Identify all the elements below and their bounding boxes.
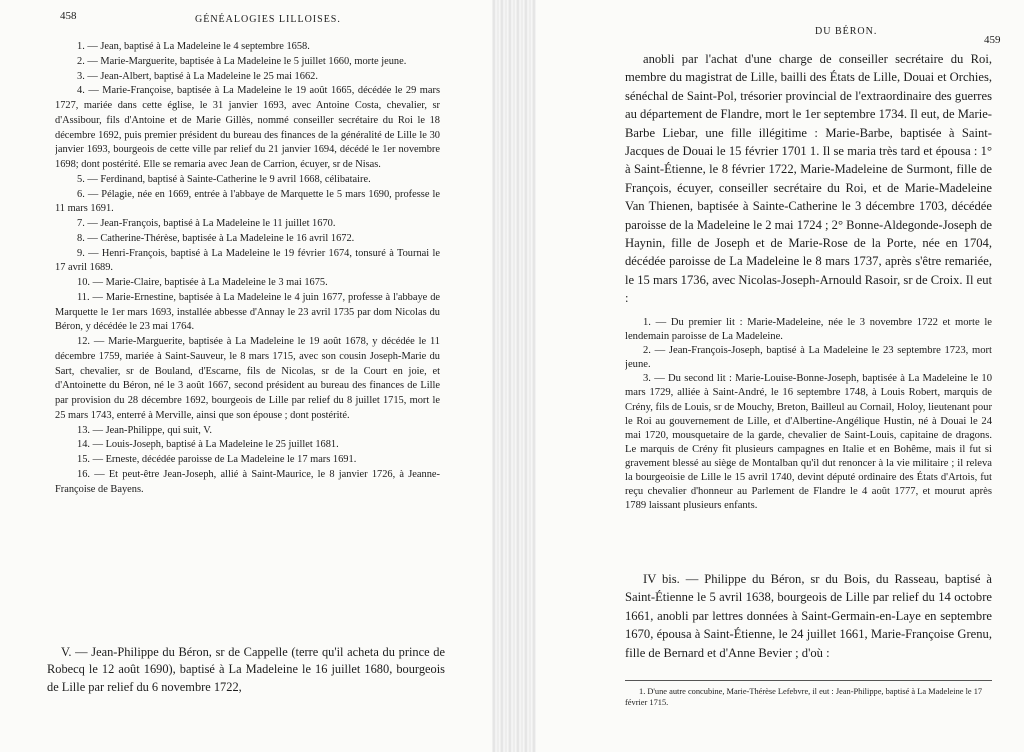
entry-10: 10. — Marie-Claire, baptisée à La Madeleine le 3 mai 1675. [77, 277, 328, 288]
child-2: 2. — Jean-François-Joseph, baptisé à La Madeleine le 23 septembre 1723, mort jeune. [625, 345, 992, 371]
entry-12: 12. — Marie-Marguerite, baptisée à La Madeleine le 19 août 1678, y décédée le 11 décembre 1759, mariée à Saint-Sauveur, le 8 mars 1715, avec son cousin Joseph-Marie du Sart, chevalier, sr de Bouland, d'Escarne, fils de Nicolas, sr de la Court en joie, et d'Antoinette du Béron, né le 3 août 1667, second président au bureau des finances de Lille par provision du 28 décembre 1692, bourgeois de Lille par relief du 8 juillet 1715, mort le 25 mars 1743, enterré à Merville, ainsi que son épouse ; dont postérité. [55, 336, 440, 421]
footnote [625, 686, 992, 714]
section-iv-bis-paragraph: IV bis. — Philippe du Béron, sr du Bois, du Rasseau, baptisé à Saint-Étienne le 5 avril 1638, bourgeois de Lille par relief du 14 octobre 1661, anobli par lettres données à Saint-Germain-en-Laye en septembre 1670, épousa à Saint-Étienne, le 24 juillet 1661, Marie-Françoise Grenu, fille de Bernard et d'Anne Bevier ; d'où : [625, 572, 992, 660]
section-v-paragraph: V. — Jean-Philippe du Béron, sr de Cappelle (terre qu'il acheta du prince de Robecq le 12 août 1690), baptisé à La Madeleine le 16 juillet 1680, bourgeois de Lille par relief du 6 novembre 1722, [47, 645, 445, 694]
entry-13: 13. — Jean-Philippe, qui suit, V. [77, 424, 212, 436]
entry-3: 3. — Jean-Albert, baptisé à La Madeleine le 25 mai 1662. [77, 70, 318, 82]
right-running-head: DU BÉRON. [815, 26, 878, 37]
child-1: 1. — Du premier lit : Marie-Madeleine, née le 3 novembre 1722 et morte le lendemain paroisse de La Madeleine. [625, 317, 992, 343]
left-running-head: GÉNÉALOGIES LILLOISES. [195, 14, 341, 25]
entry-16: 16. — Et peut-être Jean-Joseph, allié à Saint-Maurice, le 8 janvier 1726, à Jeanne-Françoise de Bayens. [55, 468, 440, 495]
entry-6: 6. — Pélagie, née en 1669, entrée à l'abbaye de Marquette le 5 mars 1690, professe le 11 mars 1691. [55, 188, 440, 215]
entry-9: 9. — Henri-François, baptisé à La Madeleine le 19 février 1674, tonsuré à Tournai le 17 avril 1689. [55, 247, 440, 274]
entry-5: 5. — Ferdinand, baptisé à Sainte-Catherine le 9 avril 1668, célibataire. [77, 173, 371, 185]
right-closing [625, 570, 992, 668]
entry-7: 7. — Jean-François, baptisé à La Madeleine le 11 juillet 1670. [77, 218, 336, 229]
footnote-text: 1. D'une autre concubine, Marie-Thérèse Lefebvre, il eut : Jean-Philippe, baptisé à La Madeleine le 17 février 1715. [625, 687, 983, 707]
left-page-number: 458 [60, 10, 77, 22]
left-entries [55, 40, 440, 638]
right-page-number: 459 [984, 34, 1001, 46]
entry-15: 15. — Erneste, décédée paroisse de La Madeleine le 17 mars 1691. [77, 454, 357, 465]
entry-11: 11. — Marie-Ernestine, baptisée à La Madeleine le 4 juin 1677, professe à l'abbaye de Marquette le 1er mars 1693, installée abbesse d'Annay le 23 avril 1735 par dom Nicolas du Béron, y décédée le 23 mai 1764. [55, 291, 440, 333]
left-closing-paragraph [47, 644, 445, 748]
entry-14: 14. — Louis-Joseph, baptisé à La Madeleine le 25 juillet 1681. [77, 439, 339, 451]
footnote-rule [625, 680, 992, 681]
child-3: 3. — Du second lit : Marie-Louise-Bonne-Joseph, baptisée à La Madeleine le 10 mars 1729, alliée à Saint-André, le 16 septembre 1748, à Louis Robert, marquis de Crény, fils de Louis, sr de Mouchy, Breton, Bailleul au Cornail, Holoy, lieutenant pour le Roi au gouvernement de Lille, et d'Albertine-Angélique Hustin, né à Douai le 24 mai 1720, mousquetaire de la garde, chevalier de Saint-Louis, capitaine de dragons. Le marquis de Crény fit plusieurs campagnes en Italie et en Bohême, mais il fut si gravement blessé au siège de Montalban qu'il dut renoncer à la vie militaire ; il releva la bourgeoisie de Lille le 15 avril 1740, devint député ordinaire des États d'Artois, fut reçu chevalier d'honneur au Parlement de Flandre le 4 août 1777, et mourut après 1789 laissant plusieurs enfants. [625, 373, 992, 512]
children-list [625, 316, 992, 566]
entry-2: 2. — Marie-Marguerite, baptisée à La Madeleine le 5 juillet 1660, morte jeune. [77, 55, 407, 67]
right-opening [625, 50, 992, 314]
entry-4: 4. — Marie-Françoise, baptisée à La Madeleine le 19 août 1665, décédée le 29 mars 1727, mariée dans cette église, le 31 janvier 1693, avec Antoine Costa, chevalier, sr d'Assibour, fils d'Antoine et de Marie Gillès, nommé conseiller secrétaire du Roi le 18 décembre 1692, puis premier président du bureau des finances de la généralité de Lille le 30 janvier 1693, bourgeois de cette ville par relief du 21 janvier 1694, décédé le 1er novembre 1698; dont postérité. Elle se remaria avec Jean de Carrion, écuyer, sr de Nisas. [55, 85, 440, 170]
right-page [512, 0, 1024, 752]
entry-1: 1. — Jean, baptisé à La Madeleine le 4 septembre 1658. [77, 41, 310, 52]
opening-paragraph: anobli par l'achat d'une charge de conseiller secrétaire du Roi, membre du magistrat de Lille, bailli des États de Lille, Douai et Orchies, sénéchal de Saint-Pol, trésorier provincial de l'extraordinaire des guerres au département de Flandre, mort le 1er septembre 1734. Il eut, de Marie-Barbe Liebar, une fille illégitime : Marie-Barbe, baptisée à Saint-Jacques de Douai le 15 février 1701 1. Il se maria très tard et épousa : 1° à Saint-Étienne, le 8 février 1722, Marie-Madeleine de Surmont, fille de François, écuyer, conseiller secrétaire du Roi, et de Marie-Madeleine Van Thienen, baptisée à Sainte-Catherine le 3 décembre 1703, décédée paroisse de la Madeleine le 2 mai 1724 ; 2° Bonne-Aldegonde-Joseph de Haynin, fille de Joseph et de Marie-Rose de la Porte, née en 1704, décédée paroisse de La Madeleine le 8 mars 1737, après s'être remariée, le 15 mars 1736, avec Nicolas-Joseph-Arnould Rasoir, sr de Croix. Il eut : [625, 52, 992, 306]
entry-8: 8. — Catherine-Thérèse, baptisée à La Madeleine le 16 avril 1672. [77, 232, 355, 244]
